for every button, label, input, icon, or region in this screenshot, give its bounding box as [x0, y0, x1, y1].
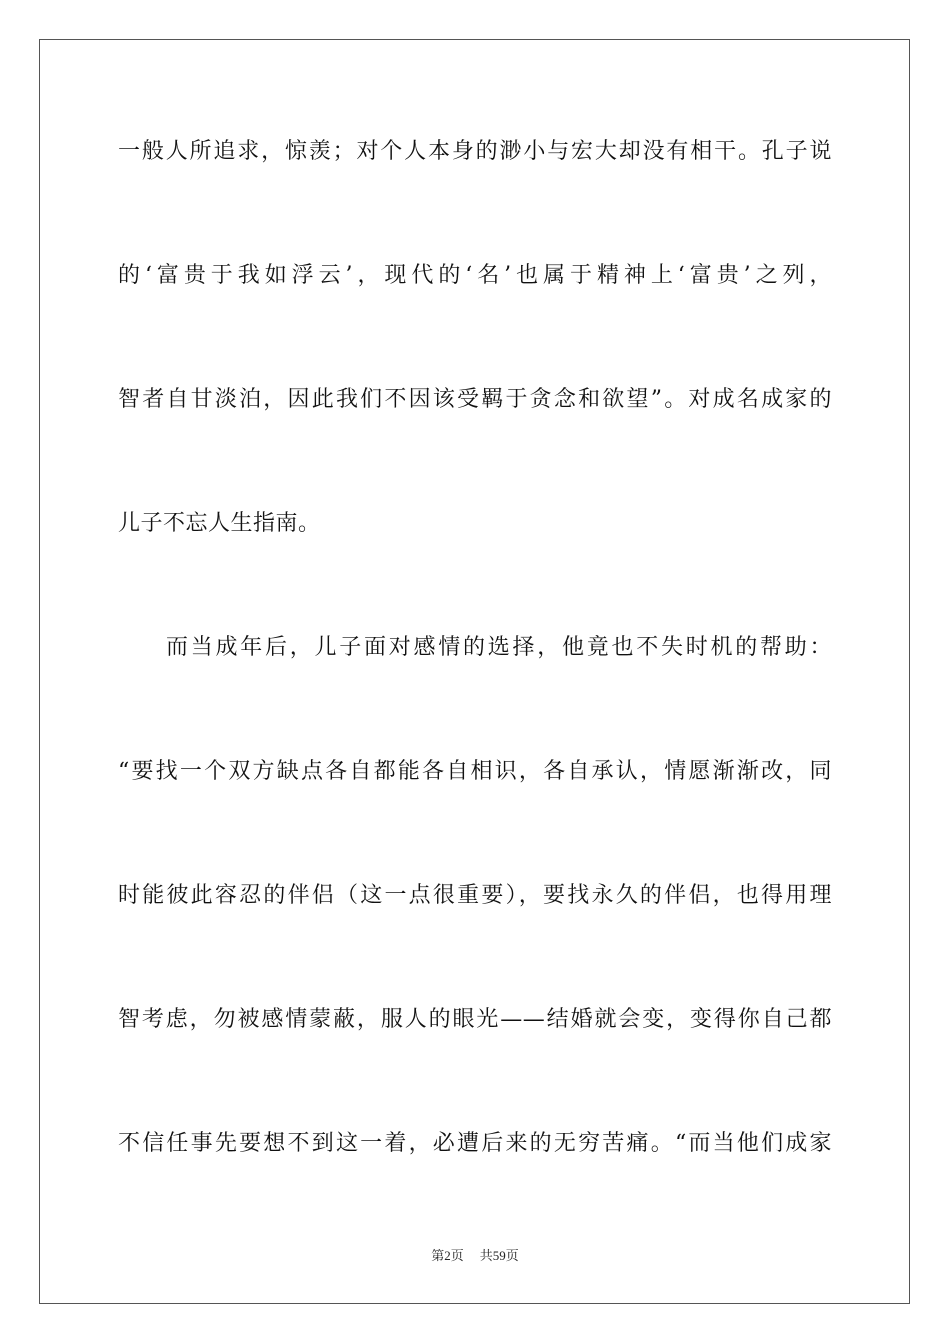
paragraph-line-5: 而当成年后，儿子面对感情的选择，他竟也不失时机的帮助： [166, 635, 832, 660]
paragraph-line-7: 时能彼此容忍的伴侣（这一点很重要），要找永久的伴侣，也得用理 [118, 883, 832, 908]
page-number: 第2页 [431, 1248, 464, 1263]
paragraph-line-9: 不信任事先要想不到这一着，必遭后来的无穷苦痛。“而当他们成家 [118, 1131, 832, 1156]
page-total: 共59页 [479, 1248, 519, 1263]
paragraph-line-3: 智者自甘淡泊，因此我们不因该受羁于贪念和欲望”。对成名成家的 [118, 387, 832, 412]
paragraph-line-8: 智考虑，勿被感情蒙蔽，服人的眼光——结婚就会变，变得你自己都 [118, 1007, 832, 1032]
paragraph-line-6: “要找一个双方缺点各自都能各自相识，各自承认，情愿渐渐改，同 [118, 759, 832, 784]
page-border [39, 39, 910, 1304]
paragraph-line-2: 的‘富贵于我如浮云’，现代的‘名’也属于精神上‘富贵’之列， [118, 263, 832, 288]
paragraph-line-4: 儿子不忘人生指南。 [118, 511, 321, 536]
paragraph-line-1: 一般人所追求，惊羡；对个人本身的渺小与宏大却没有相干。孔子说 [118, 139, 832, 164]
page-footer [0, 1246, 950, 1266]
